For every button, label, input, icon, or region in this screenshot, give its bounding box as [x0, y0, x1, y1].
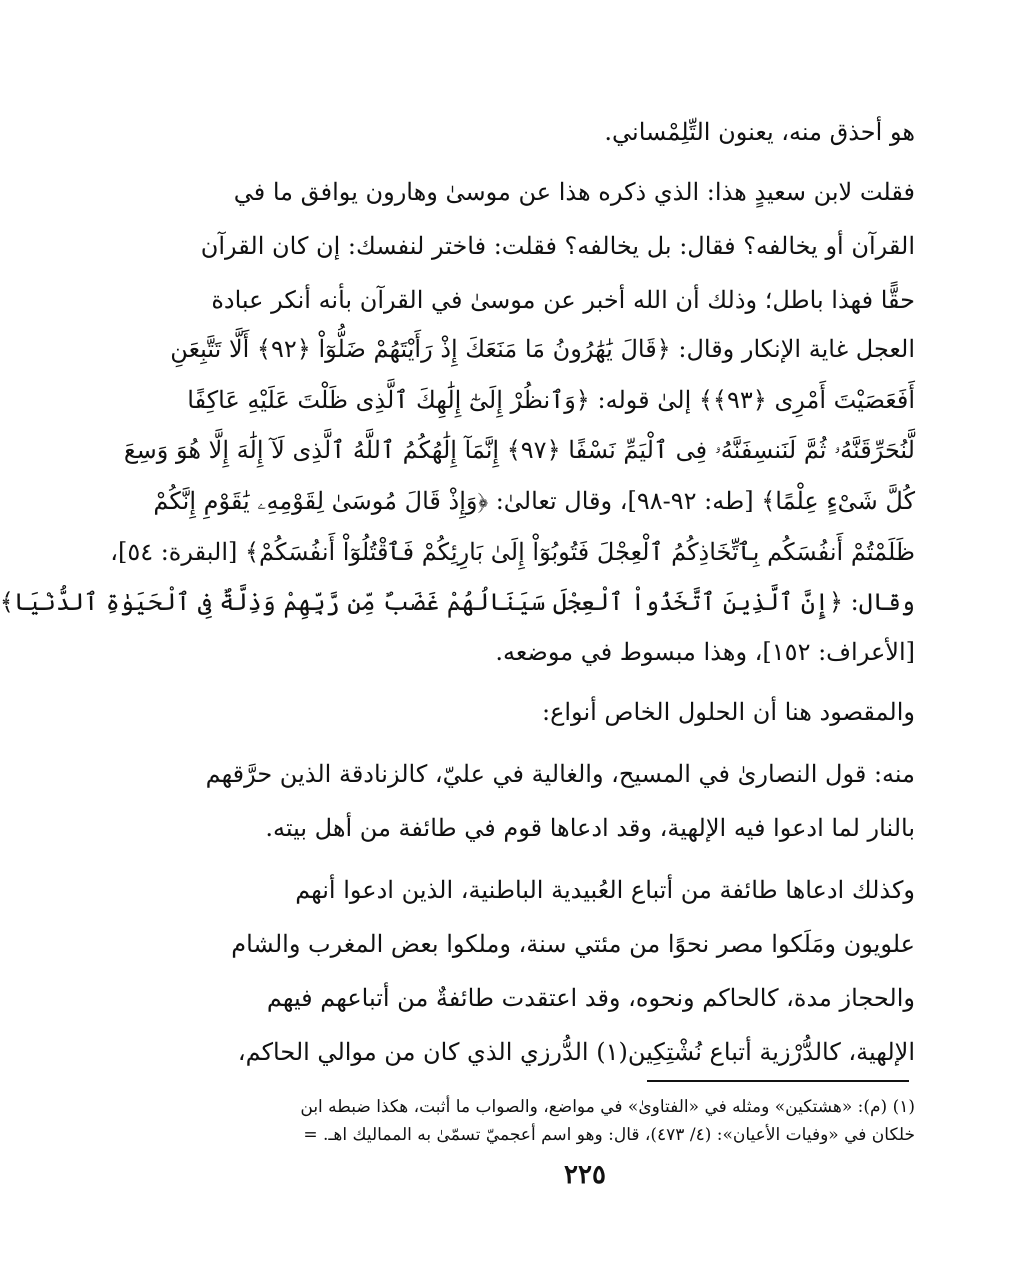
text-line: هو أحذق منه، يعنون التِّلِمْساني. — [604, 118, 915, 146]
text-line: علويون ومَلَكوا مصر نحوًا من مئتي سنة، وملكوا بعض المغرب والشام — [231, 930, 915, 958]
text-line: وقال: ﴿إِنَّ ٱلَّذِينَ ٱتَّخَذُواْ ٱلْعِجْلَ سَيَنَالُهُمْ غَضَبٌ مِّن رَّبِّهِمْ وَذِلَّةٌ فِى ٱلْحَيَوٰةِ ٱلدُّنْيَا﴾ — [0, 588, 915, 616]
text-line: كُلَّ شَىْءٍ عِلْمًا﴾ [طه: ٩٢-٩٨]، وقال تعالىٰ: ﴿وَإِذْ قَالَ مُوسَىٰ لِقَوْمِهِۦ يَٰقَوْمِ إِنَّكُمْ — [153, 487, 915, 515]
text-line: لَّنُحَرِّقَنَّهُۥ ثُمَّ لَنَنسِفَنَّهُۥ فِى ٱلْيَمِّ نَسْفًا ﴿٩٧﴾ إِنَّمَآ إِلَٰهُكُمُ ٱللَّهُ ٱلَّذِى لَآ إِلَٰهَ إِلَّا هُوَ وَسِعَ — [123, 436, 915, 464]
text-line: والمقصود هنا أن الحلول الخاص أنواع: — [541, 698, 915, 726]
text-line: حقًّا فهذا باطل؛ وذلك أن الله أخبر عن موسىٰ في القرآن بأنه أنكر عبادة — [211, 286, 915, 314]
footnote-line: خلكان في «وفيات الأعيان»: (٤/ ٤٧٣)، قال: وهو اسم أعجميّ تسمّىٰ به المماليك اهـ. = — [303, 1125, 915, 1145]
text-line: العجل غاية الإنكار وقال: ﴿قَالَ يَٰهَٰرُونُ مَا مَنَعَكَ إِذْ رَأَيْتَهُمْ ضَلُّوٓاْ ﴿٩٢﴾ أَلَّا تَتَّبِعَنِ — [170, 335, 915, 363]
text-line: ظَلَمْتُمْ أَنفُسَكُم بِٱتِّخَاذِكُمُ ٱلْعِجْلَ فَتُوبُوٓاْ إِلَىٰ بَارِئِكُمْ فَٱقْتُلُوٓاْ أَنفُسَكُمْ﴾ [البقرة: ٥٤]، — [110, 538, 915, 566]
text-line: فقلت لابن سعيدٍ هذا: الذي ذكره هذا عن موسىٰ وهارون يوافق ما في — [233, 178, 915, 206]
footnote-line: (١) (م): «هشتكين» ومثله في «الفتاوىٰ» في مواضع، والصواب ما أثبت، هكذا ضبطه ابن — [300, 1097, 915, 1117]
text-line: الإلهية، كالدُّرْزية أتباع نُشْتِكِين(١) الدُّرزي الذي كان من موالي الحاكم، — [237, 1038, 915, 1066]
footnote-divider — [647, 1080, 909, 1082]
text-line: القرآن أو يخالفه؟ فقال: بل يخالفه؟ فقلت: فاختر لنفسك: إن كان القرآن — [200, 232, 915, 260]
page-number: ٢٢٥ — [564, 1160, 606, 1190]
text-line: بالنار لما ادعوا فيه الإلهية، وقد ادعاها قوم في طائفة من أهل بيته. — [265, 814, 915, 842]
text-line: والحجاز مدة، كالحاكم ونحوه، وقد اعتقدت طائفةٌ من أتباعهم فيهم — [266, 984, 915, 1012]
text-line: أَفَعَصَيْتَ أَمْرِى ﴿٩٣﴾﴾ إلىٰ قوله: ﴿وَٱنظُرْ إِلَىٰٓ إِلَٰهِكَ ٱلَّذِى ظَلْتَ عَلَيْهِ عَاكِفًا — [187, 386, 915, 414]
text-line: منه: قول النصارىٰ في المسيح، والغالية في عليّ، كالزنادقة الذين حرَّقهم — [205, 760, 915, 788]
text-line: وكذلك ادعاها طائفة من أتباع العُبيدية الباطنية، الذين ادعوا أنهم — [295, 876, 915, 904]
text-line: [الأعراف: ١٥٢]، وهذا مبسوط في موضعه. — [495, 638, 915, 666]
